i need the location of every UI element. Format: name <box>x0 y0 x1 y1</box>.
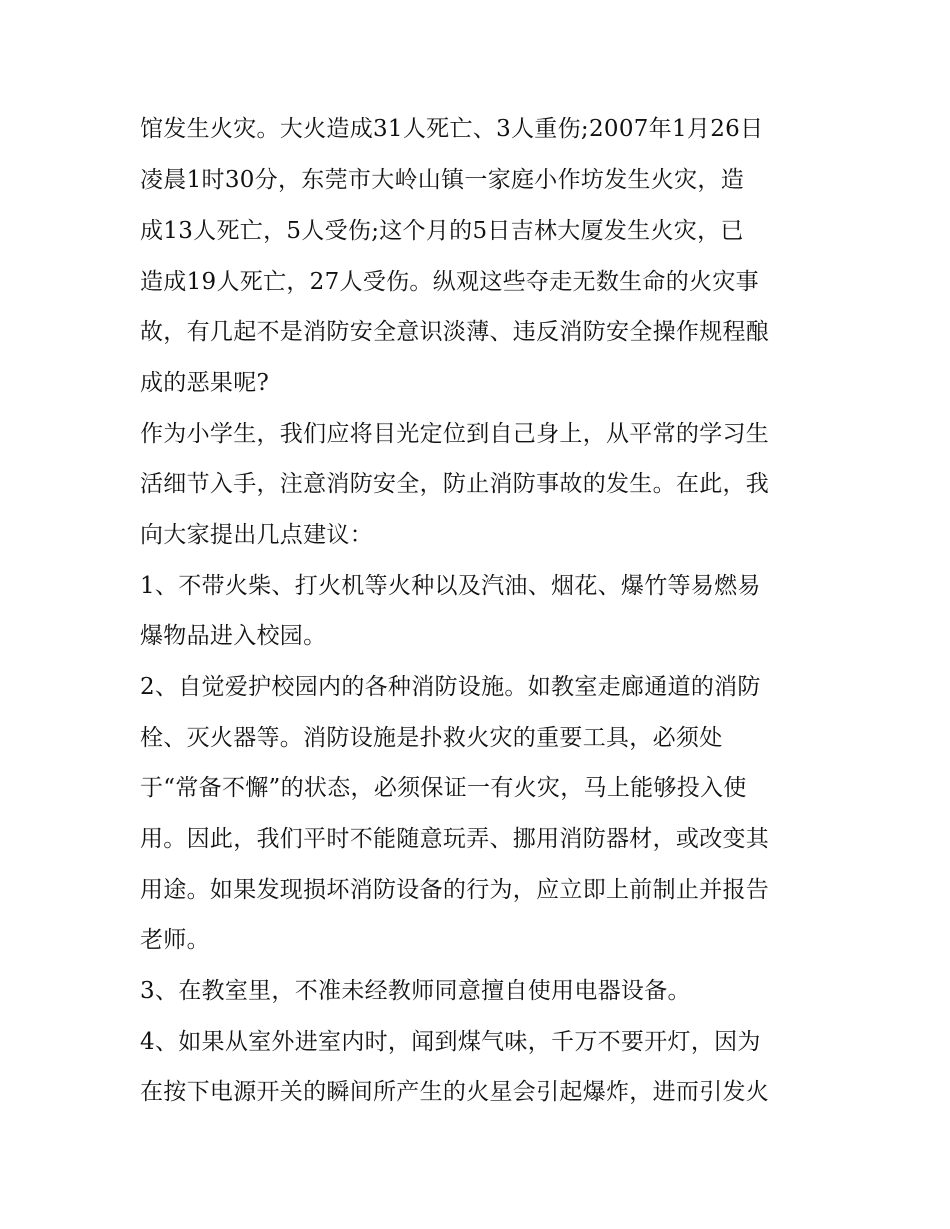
text-line: 4、如果从室外进室内时，闻到煤气味，千万不要开灯，因为 <box>140 1029 761 1055</box>
text-line: 3、在教室里，不准未经教师同意擅自使用电器设备。 <box>140 978 691 1004</box>
text-line: 馆发生火灾。大火造成31人死亡、3人重伤;2007年1月26日 <box>140 116 764 142</box>
text-line: 栓、灭火器等。消防设施是扑救火灾的重要工具，必须处 <box>140 725 723 751</box>
text-line: 爆物品进入校园。 <box>140 623 327 649</box>
text-line: 在按下电源开关的瞬间所产生的火星会引起爆炸，进而引发火 <box>140 1079 770 1105</box>
text-line: 1、不带火柴、打火机等火种以及汽油、烟花、爆竹等易燃易 <box>140 573 761 599</box>
text-line: 2、自觉爱护校园内的各种消防设施。如教室走廊通道的消防 <box>140 674 761 700</box>
text-line: 用。因此，我们平时不能随意玩弄、挪用消防器材，或改变其 <box>140 826 770 852</box>
text-line: 作为小学生，我们应将目光定位到自己身上，从平常的学习生 <box>140 421 770 447</box>
text-line: 向大家提出几点建议： <box>140 522 373 548</box>
text-line: 凌晨1时30分，东莞市大岭山镇一家庭小作坊发生火灾，造 <box>140 167 744 193</box>
text-line: 造成19人死亡，27人受伤。纵观这些夺走无数生命的火灾事 <box>140 269 759 295</box>
text-line: 活细节入手，注意消防安全，防止消防事故的发生。在此，我 <box>140 471 770 497</box>
text-line: 老师。 <box>140 927 210 953</box>
text-line: 用途。如果发现损坏消防设备的行为，应立即上前制止并报告 <box>140 877 770 903</box>
text-line: 成的恶果呢? <box>140 370 270 396</box>
text-line: 成13人死亡，5人受伤;这个月的5日吉林大厦发生火灾，已 <box>140 218 744 244</box>
text-line: 于“常备不懈”的状态，必须保证一有火灾，马上能够投入使 <box>140 775 747 801</box>
text-line: 故，有几起不是消防安全意识淡薄、违反消防安全操作规程酿 <box>140 319 770 345</box>
